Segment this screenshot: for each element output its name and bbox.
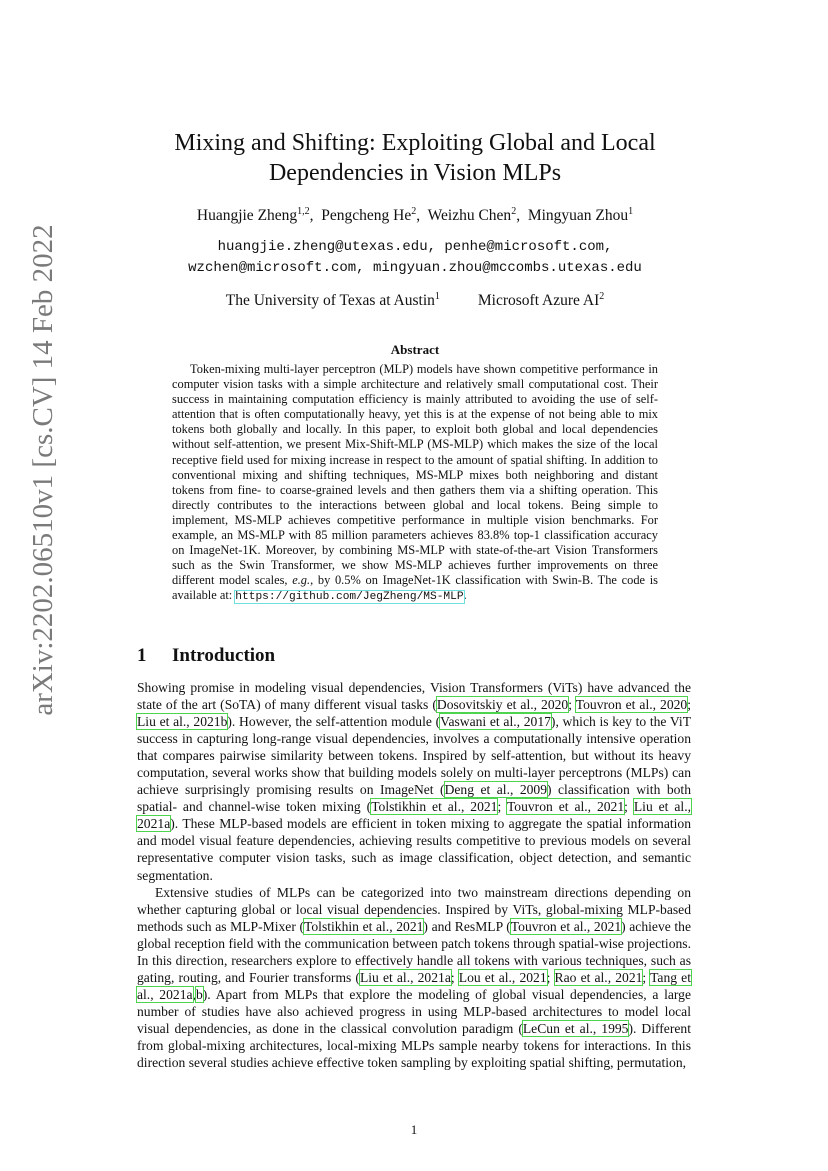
author-name: Weizhu Chen [427, 207, 512, 225]
abstract-heading: Abstract [390, 342, 440, 357]
abstract-body [172, 362, 658, 606]
introduction-body [137, 679, 691, 1071]
affiliation-sup: 1 [434, 291, 440, 302]
paper-title [140, 128, 690, 188]
author-emails [140, 237, 690, 279]
citation-link[interactable]: Liu et al., 2021a [137, 799, 691, 832]
email-line-1: huangjie.zheng@utexas.edu, penhe@microsoft.com, [217, 239, 613, 255]
citation-link[interactable]: Tolstikhin et al., 2021 [371, 799, 498, 815]
author-name: Huangjie Zheng [196, 207, 298, 225]
affiliations [140, 291, 690, 310]
text-run: ; [624, 799, 634, 815]
text-run: ) achieve the global reception field with the communication between patch tokens through spatial-wise projections. In this direction, researchers explore to effectively handle all tokens with various techniques, such as gating, routing, and Fourier transforms ( [137, 918, 691, 985]
affiliation-name: Microsoft Azure AI [477, 292, 600, 310]
arxiv-identifier: arXiv:2202.06510v1 [cs.CV] 14 Feb 2022 [27, 224, 59, 716]
page-number: 1 [410, 1122, 418, 1137]
author-affil-sup: 2 [511, 206, 517, 217]
author-name: Pengcheng He [321, 207, 412, 225]
title-line-2: Dependencies in Vision MLPs [268, 160, 562, 186]
text-run: ) and ResMLP ( [423, 918, 511, 934]
author-affil-sup: 1 [628, 206, 634, 217]
author-list: Huangjie Zheng$^{1,2}$, Pengcheng He$^2$, Weizhu Chen$^2$, Mingyuan Zhou$^1$ [196, 206, 634, 225]
text-run: ; [450, 969, 459, 985]
text-run: ). Apart from MLPs that explore the modeling of global visual dependencies, a large number of studies have also achieved progress in using MLP-based architectures to model local visual dependencies, as done in the classical convolution paradigm ( [137, 986, 691, 1036]
citation-link[interactable]: Lou et al., 2021 [458, 969, 547, 985]
text-run: ; [546, 969, 555, 985]
abstract-text: Token-mixing multi-layer perceptron (MLP) models have shown competitive performance in computer vision tasks with a simple architecture and relatively small computational cost. Their success in maintaining computation efficiency is mainly attributed to avoiding the use of self-attention that is often computationally heavy, yet this is at the expense of not being able to mix tokens both globally and locally. In this paper, to exploit both global and local dependencies without self-attention, we present Mix-Shift-MLP (MS-MLP) which makes the size of the local receptive field used for mixing increase in respect to the amount of spatial shifting. In addition to conventional mixing and shifting techniques, MS-MLP mixes both neighboring and distant tokens from fine- to coarse-grained levels and then gathers them via a shifting operation. This directly contributes to the interactions between global and local tokens. Being simple to implement, MS-MLP achieves competitive performance in multiple vision benchmarks. For example, an MS-MLP with 85 million parameters achieves 83.8% top-1 classification accuracy on ImageNet-1K. Moreover, by combining MS-MLP with state-of-the-art Vision Transformers such as the Swin Transformer, we show MS-MLP achieves further improvements on three different model scales, [172, 362, 658, 588]
text-run: ; [568, 697, 576, 713]
citation-link[interactable]: Deng et al., 2009 [444, 782, 548, 798]
author-affil-sup: 1,2 [297, 206, 310, 217]
citation-link[interactable]: LeCun et al., 1995 [522, 1020, 629, 1036]
abstract-end: . [463, 588, 467, 603]
author-name: Mingyuan Zhou [527, 207, 629, 225]
citation-link[interactable]: Tolstikhin et al., 2021 [304, 918, 424, 934]
text-run: ; [497, 799, 507, 815]
citation-link[interactable]: Touvron et al., 2021 [510, 918, 622, 934]
citation-link[interactable]: Dosovitskiy et al., 2020 [436, 697, 569, 713]
text-run: ). These MLP-based models are efficient in token mixing to aggregate the spatial information and model visual feature dependencies, achieving results competitive to previous models on several representative computer vision tasks, such as image classification, object detection, and semantic segmentation. [137, 816, 691, 883]
section-title: Introduction [172, 645, 276, 666]
affiliation-name: The University of Texas at Austin [225, 292, 435, 310]
text-run: ) classification with both spatial- and channel-wise token mixing ( [137, 782, 692, 815]
text-run: ; [687, 697, 692, 713]
email-line-2: wzchen@microsoft.com, mingyuan.zhou@mccombs.utexas.edu [188, 260, 642, 276]
paragraph [137, 679, 691, 884]
citation-link[interactable]: Liu et al., 2021a [359, 969, 451, 985]
text-run: ). However, the self-attention module ( [227, 714, 441, 730]
section-number: 1 [137, 645, 147, 666]
citation-link[interactable]: Tang et al., 2021a [137, 969, 691, 1002]
citation-link[interactable]: Liu et al., 2021b [137, 714, 228, 730]
text-run: , [192, 986, 196, 1002]
abstract-eg: e.g. [292, 573, 311, 588]
text-run: ; [642, 969, 651, 985]
citation-link[interactable]: Rao et al., 2021 [554, 969, 643, 985]
abstract-tail: , by 0.5% on ImageNet-1K classification with Swin-B. The code is available at: [172, 573, 658, 603]
code-url-link[interactable]: https://github.com/JegZheng/MS-MLP [235, 591, 464, 604]
section-heading [137, 645, 275, 667]
citation-link[interactable]: b [195, 986, 203, 1002]
citation-link[interactable]: Vaswani et al., 2017 [440, 714, 551, 730]
title-line-1: Mixing and Shifting: Exploiting Global and Local [174, 130, 656, 156]
citation-link[interactable]: Touvron et al., 2020 [575, 697, 688, 713]
citation-link[interactable]: Touvron et al., 2021 [506, 799, 625, 815]
affiliation-sup: 2 [599, 291, 605, 302]
text-run: ), which is key to the ViT success in capturing long-range visual dependencies, involves a computationally intensive operation that compares pairwise similarity between tokens. Inspired by self-attention, but without its heavy computation, several works show that building models solely on multi-layer perceptrons (MLPs) can achieve surprisingly promising results on ImageNet ( [137, 714, 691, 798]
text-run: Showing promise in modeling visual dependencies, Vision Transformers (ViTs) have advanced the state of the art (SoTA) of many different visual tasks ( [137, 680, 691, 713]
paragraph [137, 884, 691, 1072]
author-affil-sup: 2 [411, 206, 417, 217]
text-run: Extensive studies of MLPs can be categorized into two mainstream directions depending on whether capturing global or local visual dependencies. Inspired by ViTs, global-mixing MLP-based methods such as MLP-Mixer ( [137, 884, 691, 934]
text-run: ). Different from global-mixing architectures, local-mixing MLPs sample nearby tokens for interactions. In this direction several studies achieve effective token sampling by exploiting spatial shifting, permutation, [137, 1020, 691, 1071]
